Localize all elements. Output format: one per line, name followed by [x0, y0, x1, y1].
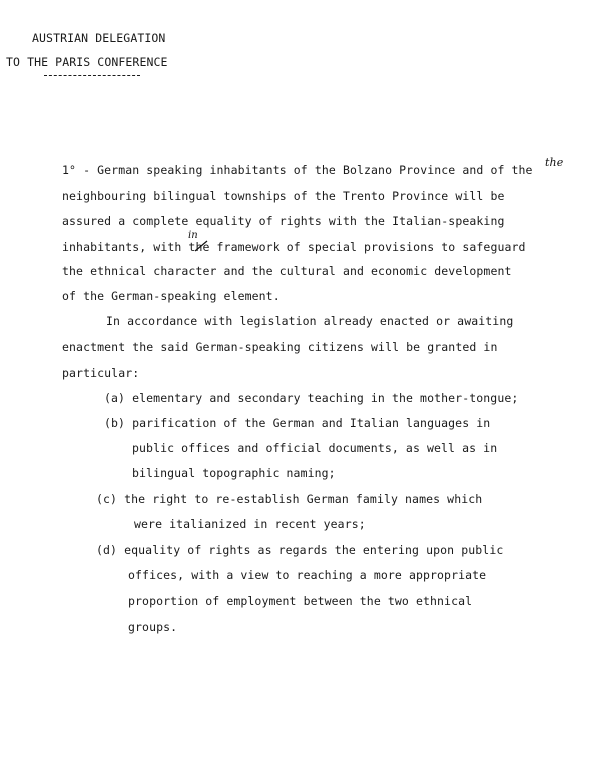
- item-b-line-3: bilingual topographic naming;: [132, 466, 336, 480]
- handwritten-insert-the: the: [545, 156, 564, 169]
- header-line-2: TO THE PARIS CONFERENCE: [6, 55, 168, 69]
- item-b-line-2: public offices and official documents, as well as in: [132, 441, 498, 455]
- body-line-6: of the German-speaking element.: [62, 289, 280, 303]
- body-line-8: enactment the said German-speaking citizens will be granted in: [62, 340, 498, 354]
- body-line-9: particular:: [62, 366, 140, 380]
- header-line-1: AUSTRIAN DELEGATION: [32, 31, 166, 45]
- item-d-line-4: groups.: [128, 620, 178, 634]
- item-d-line-1: (d) equality of rights as regards the entering upon public: [96, 543, 504, 557]
- handwritten-insert-in: in: [188, 230, 198, 241]
- body-line-7: In accordance with legislation already enacted or awaiting: [106, 314, 514, 328]
- body-line-4: inhabitants, with the framework of special provisions to safeguard: [62, 240, 526, 254]
- body-line-2: neighbouring bilingual townships of the Trento Province will be: [62, 189, 505, 203]
- header-underline: [44, 75, 140, 76]
- item-d-line-3: proportion of employment between the two ethnical: [128, 594, 473, 608]
- body-line-3: assured a complete equality of rights with the Italian-speaking: [62, 214, 505, 228]
- handwritten-insert-caret: [194, 240, 208, 252]
- item-a-line-1: (a) elementary and secondary teaching in the mother-tongue;: [104, 391, 519, 405]
- item-c-line-2: were italianized in recent years;: [134, 517, 366, 531]
- item-b-line-1: (b) parification of the German and Italian languages in: [104, 416, 491, 430]
- item-c-line-1: (c) the right to re-establish German family names which: [96, 492, 483, 506]
- item-d-line-2: offices, with a view to reaching a more appropriate: [128, 568, 487, 582]
- body-line-5: the ethnical character and the cultural and economic development: [62, 264, 512, 278]
- body-line-1: 1° - German speaking inhabitants of the Bolzano Province and of the: [62, 163, 533, 177]
